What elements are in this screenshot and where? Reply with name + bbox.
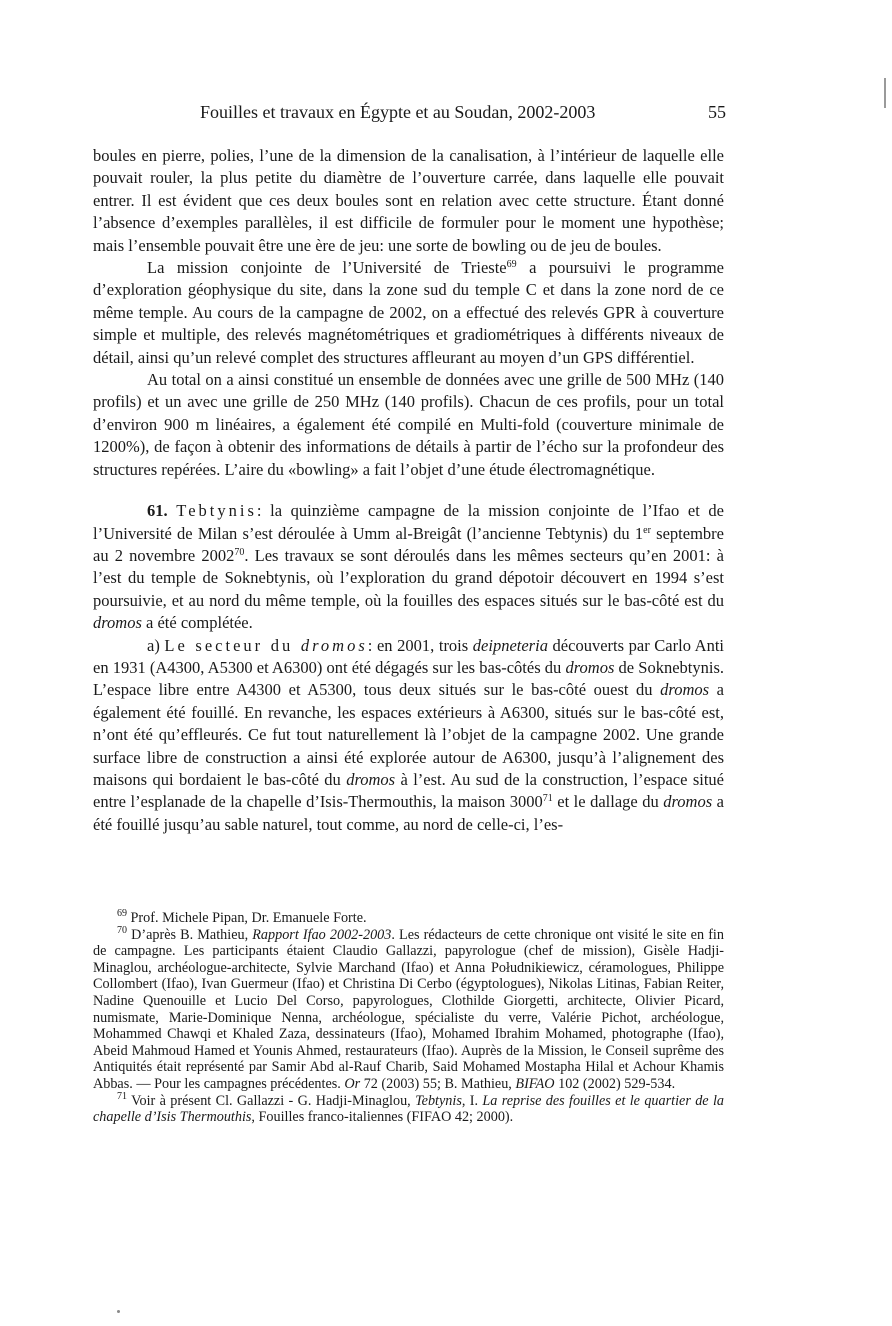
footnote-70: $^{70}$ D’après B. Mathieu, Rapport Ifao 2002-2003. Les rédacteurs de cette chronique ont visité le site en fin de campagne. Les participants étaient Claudio Gallazzi, papyrologue (chef de mission), Gisèle Hadji-Minaglou, archéologue-architecte, Sylvie Marchand (Ifao) et Anna Południkiewicz, céramologues, Philippe Collombert (Ifao), Ivan Guermeur (Ifao) et Christina Di Cerbo (égyptologues), Nikolas Litinas, Fabian Reiter, Nadine Quenouille et Lucio Del Corso, papyrologues, Clothilde Giorgetti, architecte, Olivier Picard, numismate, Marie-Dominique Nenna, archéologue, spécialiste du verre, Valérie Pichot, archéologue, Mohammed Chawqi et Khaled Zaza, dessinateurs (Ifao), Mohamed Ibrahim Mohamed, photographe (Ifao), Abeid Mahmoud Hamed et Younis Ahmed, restaurateurs (Ifao). Auprès de la Mission, le Conseil suprême des Antiquités était représenté par Samir Abd al-Rauf Charib, Said Mohamed Mostapha Hilal et Achour Khamis Abbas. — Pour les campagnes précédentes. Or 72 (2003) 55; B. Mathieu, BIFAO 102 (2002) 529-534.: [93, 924, 724, 1092]
scan-speck: [117, 1310, 120, 1313]
running-header: [200, 101, 726, 123]
paragraph: Au total on a ainsi constitué un ensemble de données avec une grille de 500 MHz (140 profils) et un avec une grille de 250 MHz (140 profils). Chacun de ces profils, pour un total d’environ 900 m linéaires, a également été compilé en Multi-fold (couverture minimale de 1200%), de façon à obtenir des informations de détails à partir de l’écho sur la profondeur des structures repérées. L’aire du «bowling» a fait l’objet d’une étude électromagnétique.: [93, 370, 724, 479]
subsection-title: Le secteur du: [164, 635, 301, 655]
footnote-ref: 69: [506, 259, 517, 271]
main-text: [93, 145, 724, 836]
footnote-ref: 70: [234, 546, 245, 558]
scan-edge-mark: [884, 78, 886, 108]
section-61: 61. Tebtynis: la quinzième campagne de la mission conjointe de l’Ifao et de l’Université de Milan s’est déroulée à Umm al-Breigât (l’ancienne Tebtynis) du 1er septembre au 2 novembre 2002$^{70}$. Les travaux se sont déroulés dans les mêmes secteurs qu’en 2001: à l’est du temple de Soknebtynis, où l’exploration du grand dépotoir découvert en 1994 s’est poursuivie, et au nord du même temple, où la fouilles des espaces situés sur le bas-côté est du dromos a été complétée.: [93, 501, 725, 633]
footnote-69: $^{69}$ Prof. Michele Pipan, Dr. Emanuele Forte.: [117, 908, 367, 926]
subsection-a: a) Le secteur du dromos: en 2001, trois deipneteria découverts par Carlo Anti en 1931 (A4300, A5300 et A6300) ont été dégagés sur les bas-côtés du dromos de Soknebtynis. L’espace libre entre A4300 et A5300, tous deux situés sur le bas-côté ouest du dromos a également été fouillé. En revanche, les espaces extérieurs à A6300, situés sur le bas-côté est, n’ont été qu’effleurés. Ce fut tout naturellement là l’objet de la campagne 2002. Une grande surface libre de construction a ainsi été explorée autour de A6300, jusqu’à l’alignement des maisons qui bordaient le bas-côté du dromos à l’est. Au sud de la construction, l’espace situé entre l’esplanade de la chapelle d’Isis-Thermouthis, la maison 3000$^{71}$ et le dallage du dromos a été fouillé jusqu’au sable naturel, tout comme, au nord de celle-ci, l’es-: [93, 635, 724, 834]
footnotes: [93, 910, 724, 1126]
section-title: Tebtynis: [176, 501, 257, 521]
paragraph: boules en pierre, polies, l’une de la dimension de la canalisation, à l’intérieur de laquelle elle pouvait rouler, la plus petite du diamètre de l’ouverture carrée, dans laquelle elle pouvait entrer. Il est évident que ces deux boules sont en relation avec cette structure. Étant donné l’absence d’exemples parallèles, il est difficile de formuler pour le moment une hypothèse; mais l’ensemble pouvait être une ère de jeu: une sorte de bowling ou de jeu de boules.: [93, 146, 724, 255]
footnote-71: $^{71}$ Voir à présent Cl. Gallazzi - G. Hadji-Minaglou, Tebtynis, I. La reprise des fouilles et le quartier de la chapelle d’Isis Thermouthis, Fouilles franco-italiennes (FIFAO 42; 2000).: [93, 1090, 724, 1126]
paragraph: La mission conjointe de l’Université de Trieste$^{69}$ a poursuivi le programme d’exploration géophysique du site, dans la zone sud du temple C et dans la zone nord de ce même temple. Au cours de la campagne de 2002, on a effectué des relevés GPR à couverture simple et multiple, des relevés magnétométriques et gradiométriques à différents niveaux de détail, ainsi qu’un relevé complet des structures affleurant au moyen d’un GPS différentiel.: [93, 258, 724, 367]
page-number: 55: [708, 102, 726, 122]
footnote-ref: 71: [542, 793, 553, 805]
section-number: 61.: [147, 501, 168, 521]
running-title: Fouilles et travaux en Égypte et au Soudan, 2002-2003: [200, 102, 596, 122]
